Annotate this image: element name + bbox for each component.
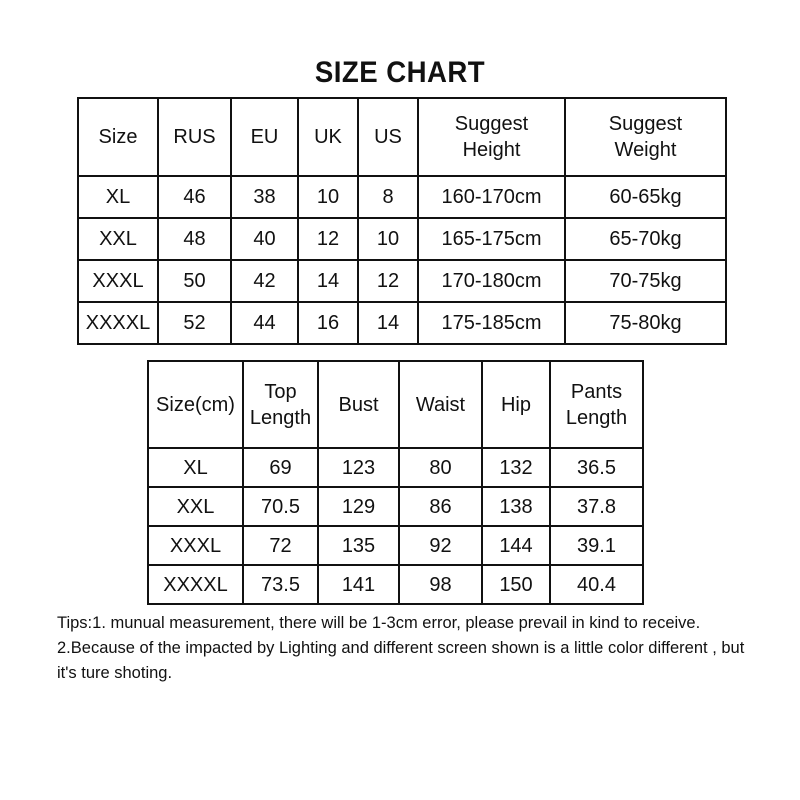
table-row	[78, 218, 726, 260]
tips-note	[57, 611, 777, 686]
cell-top-length: 69	[243, 448, 318, 487]
table-row	[148, 565, 643, 604]
header-hip: Hip	[482, 361, 550, 448]
cell-eu: 40	[231, 218, 298, 260]
cell-bust: 123	[318, 448, 399, 487]
cell-pants-length: 39.1	[550, 526, 643, 565]
table-header-row	[148, 361, 643, 448]
cell-us: 8	[358, 176, 418, 218]
cell-size: XL	[148, 448, 243, 487]
cell-eu: 42	[231, 260, 298, 302]
cell-waist: 92	[399, 526, 482, 565]
cell-weight: 75-80kg	[565, 302, 726, 344]
cell-weight: 65-70kg	[565, 218, 726, 260]
cell-top-length: 70.5	[243, 487, 318, 526]
cell-rus: 50	[158, 260, 231, 302]
cell-rus: 46	[158, 176, 231, 218]
cell-hip: 138	[482, 487, 550, 526]
cell-bust: 135	[318, 526, 399, 565]
header-size-cm: Size(cm)	[148, 361, 243, 448]
cell-size: XXL	[78, 218, 158, 260]
header-pants-length: Pants Length	[550, 361, 643, 448]
cell-pants-length: 36.5	[550, 448, 643, 487]
table-row	[78, 176, 726, 218]
cell-size: XXXXL	[78, 302, 158, 344]
cell-weight: 70-75kg	[565, 260, 726, 302]
measurement-table	[147, 360, 644, 605]
cell-weight: 60-65kg	[565, 176, 726, 218]
cell-size: XXL	[148, 487, 243, 526]
cell-hip: 150	[482, 565, 550, 604]
cell-bust: 129	[318, 487, 399, 526]
cell-size: XXXXL	[148, 565, 243, 604]
cell-uk: 12	[298, 218, 358, 260]
cell-uk: 14	[298, 260, 358, 302]
table-row	[148, 526, 643, 565]
cell-top-length: 72	[243, 526, 318, 565]
tips-line-2: 2.Because of the impacted by Lighting and different screen shown is a little color different , but	[57, 639, 745, 657]
cell-pants-length: 40.4	[550, 565, 643, 604]
cell-size: XL	[78, 176, 158, 218]
cell-rus: 52	[158, 302, 231, 344]
tips-line-1: Tips:1. munual measurement, there will be 1-3cm error, please prevail in kind to receive.	[57, 614, 701, 632]
table-row	[78, 260, 726, 302]
cell-waist: 86	[399, 487, 482, 526]
cell-hip: 132	[482, 448, 550, 487]
cell-hip: 144	[482, 526, 550, 565]
cell-bust: 141	[318, 565, 399, 604]
cell-waist: 80	[399, 448, 482, 487]
table-row	[78, 302, 726, 344]
table-header-row	[78, 98, 726, 176]
table-row	[148, 487, 643, 526]
header-top-length: Top Length	[243, 361, 318, 448]
cell-height: 175-185cm	[418, 302, 565, 344]
cell-top-length: 73.5	[243, 565, 318, 604]
cell-rus: 48	[158, 218, 231, 260]
cell-eu: 44	[231, 302, 298, 344]
cell-us: 12	[358, 260, 418, 302]
header-rus: RUS	[158, 98, 231, 176]
tips-line-3: it's ture shoting.	[57, 664, 173, 682]
cell-height: 165-175cm	[418, 218, 565, 260]
header-us: US	[358, 98, 418, 176]
header-eu: EU	[231, 98, 298, 176]
table-row	[148, 448, 643, 487]
page-title: SIZE CHART	[314, 56, 486, 89]
cell-pants-length: 37.8	[550, 487, 643, 526]
header-uk: UK	[298, 98, 358, 176]
header-size: Size	[78, 98, 158, 176]
header-suggest-height: Suggest Height	[418, 98, 565, 176]
cell-height: 170-180cm	[418, 260, 565, 302]
header-bust: Bust	[318, 361, 399, 448]
cell-uk: 10	[298, 176, 358, 218]
cell-height: 160-170cm	[418, 176, 565, 218]
cell-eu: 38	[231, 176, 298, 218]
cell-waist: 98	[399, 565, 482, 604]
header-waist: Waist	[399, 361, 482, 448]
size-conversion-table	[77, 97, 727, 345]
cell-us: 10	[358, 218, 418, 260]
cell-size: XXXL	[148, 526, 243, 565]
cell-us: 14	[358, 302, 418, 344]
cell-uk: 16	[298, 302, 358, 344]
header-suggest-weight: Suggest Weight	[565, 98, 726, 176]
cell-size: XXXL	[78, 260, 158, 302]
